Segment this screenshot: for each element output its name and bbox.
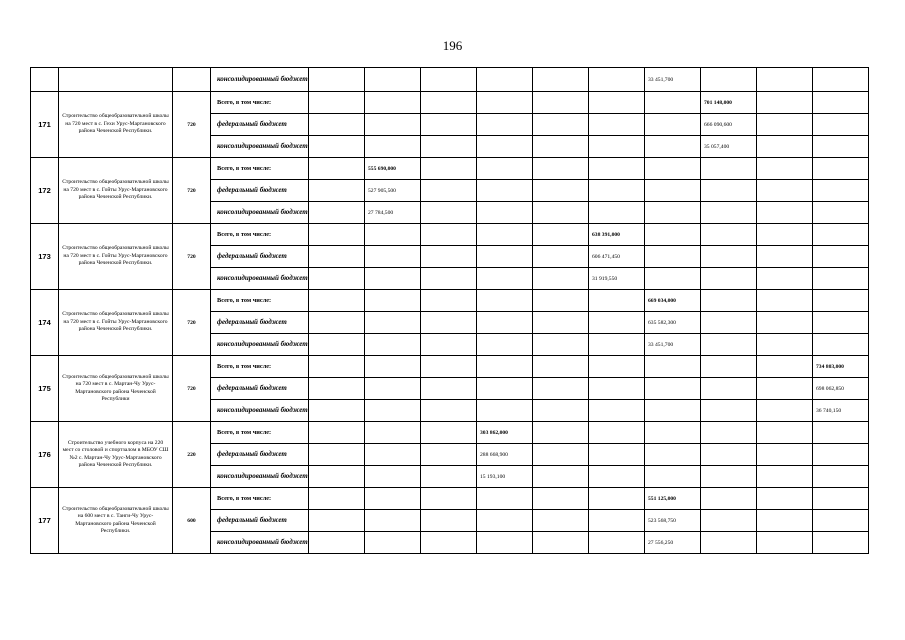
value-cell: 33 451,700 — [645, 334, 701, 356]
value-cell — [309, 312, 365, 334]
value-cell — [813, 268, 869, 290]
value-cell — [365, 378, 421, 400]
budget-type-cell: консолидированный бюджет — [211, 532, 309, 554]
value-cell — [533, 68, 589, 92]
value-cell — [757, 158, 813, 180]
value-cell — [757, 224, 813, 246]
value-cell — [757, 400, 813, 422]
value-cell — [309, 334, 365, 356]
value-cell — [309, 92, 365, 114]
value-cell — [421, 312, 477, 334]
value-cell — [365, 290, 421, 312]
value-cell — [645, 466, 701, 488]
value-cell — [365, 268, 421, 290]
value-cell — [533, 268, 589, 290]
value-cell — [589, 488, 645, 510]
project-name-cell: Строительство общеобразовательной школы на 720 мест в с. Гехи Урус-Мартановского района Чеченской Республики. — [59, 92, 173, 158]
value-cell — [701, 290, 757, 312]
project-name-cell: Строительство общеобразовательной школы на 720 мест в с. Гойты Урус-Мартановского района Чеченской Республики. — [59, 290, 173, 356]
value-cell — [589, 136, 645, 158]
project-name-cell: Строительство общеобразовательной школы на 720 мест в с. Гойты Урус-Мартановского района Чеченской Республики. — [59, 224, 173, 290]
value-cell — [477, 224, 533, 246]
value-cell — [533, 92, 589, 114]
row-number-cell: 174 — [31, 290, 59, 356]
capacity-cell: 720 — [173, 92, 211, 158]
value-cell — [589, 422, 645, 444]
value-cell — [813, 202, 869, 224]
budget-type-cell: консолидированный бюджет — [211, 68, 309, 92]
row-number-cell: 171 — [31, 92, 59, 158]
budget-type-cell: Всего, в том числе: — [211, 422, 309, 444]
value-cell — [701, 224, 757, 246]
value-cell — [533, 246, 589, 268]
capacity-cell: 720 — [173, 158, 211, 224]
budget-type-cell: федеральный бюджет — [211, 312, 309, 334]
value-cell — [533, 378, 589, 400]
row-number-cell: 176 — [31, 422, 59, 488]
value-cell — [757, 356, 813, 378]
value-cell — [477, 68, 533, 92]
capacity-cell: 720 — [173, 224, 211, 290]
value-cell — [645, 136, 701, 158]
value-cell — [645, 268, 701, 290]
value-cell: 33 451,700 — [645, 68, 701, 92]
value-cell — [365, 444, 421, 466]
value-cell — [533, 510, 589, 532]
value-cell — [533, 466, 589, 488]
value-cell — [533, 356, 589, 378]
page-number: 196 — [442, 38, 463, 53]
row-number-cell: 172 — [31, 158, 59, 224]
value-cell — [589, 158, 645, 180]
table-row — [31, 224, 869, 246]
project-name-cell — [59, 68, 173, 92]
value-cell — [421, 444, 477, 466]
value-cell: 551 125,000 — [645, 488, 701, 510]
value-cell: 606 471,450 — [589, 246, 645, 268]
value-cell: 288 668,900 — [477, 444, 533, 466]
value-cell — [701, 422, 757, 444]
budget-type-cell: федеральный бюджет — [211, 510, 309, 532]
value-cell — [701, 180, 757, 202]
value-cell — [701, 356, 757, 378]
value-cell — [477, 290, 533, 312]
value-cell — [645, 356, 701, 378]
value-cell — [813, 92, 869, 114]
value-cell — [309, 422, 365, 444]
value-cell — [701, 400, 757, 422]
budget-type-cell: консолидированный бюджет — [211, 202, 309, 224]
value-cell — [701, 510, 757, 532]
value-cell — [309, 356, 365, 378]
value-cell — [589, 444, 645, 466]
value-cell — [533, 290, 589, 312]
value-cell — [477, 334, 533, 356]
value-cell — [813, 510, 869, 532]
value-cell — [421, 180, 477, 202]
budget-type-cell: Всего, в том числе: — [211, 158, 309, 180]
value-cell — [365, 532, 421, 554]
value-cell — [813, 290, 869, 312]
value-cell — [477, 180, 533, 202]
value-cell — [365, 422, 421, 444]
value-cell — [813, 246, 869, 268]
value-cell — [421, 114, 477, 136]
value-cell — [365, 510, 421, 532]
value-cell — [365, 334, 421, 356]
value-cell — [533, 158, 589, 180]
value-cell — [757, 488, 813, 510]
value-cell — [365, 400, 421, 422]
capacity-cell: 220 — [173, 422, 211, 488]
value-cell — [757, 312, 813, 334]
value-cell — [421, 334, 477, 356]
value-cell — [701, 488, 757, 510]
value-cell — [533, 312, 589, 334]
value-cell — [589, 532, 645, 554]
value-cell — [589, 290, 645, 312]
value-cell — [701, 466, 757, 488]
value-cell — [309, 378, 365, 400]
value-cell — [365, 114, 421, 136]
value-cell — [365, 246, 421, 268]
value-cell — [421, 532, 477, 554]
value-cell — [757, 532, 813, 554]
budget-type-cell: консолидированный бюджет — [211, 136, 309, 158]
value-cell — [589, 68, 645, 92]
value-cell — [421, 422, 477, 444]
value-cell — [589, 202, 645, 224]
value-cell — [533, 400, 589, 422]
budget-type-cell: федеральный бюджет — [211, 114, 309, 136]
budget-type-cell: Всего, в том числе: — [211, 356, 309, 378]
value-cell — [701, 444, 757, 466]
value-cell: 527 905,500 — [365, 180, 421, 202]
budget-type-cell: Всего, в том числе: — [211, 92, 309, 114]
budget-table — [30, 67, 869, 554]
value-cell — [645, 246, 701, 268]
value-cell — [421, 290, 477, 312]
table-row — [31, 290, 869, 312]
value-cell — [645, 114, 701, 136]
value-cell — [645, 378, 701, 400]
value-cell — [533, 334, 589, 356]
value-cell — [309, 400, 365, 422]
capacity-cell: 720 — [173, 290, 211, 356]
value-cell — [533, 488, 589, 510]
capacity-cell: 600 — [173, 488, 211, 554]
value-cell — [645, 422, 701, 444]
value-cell — [421, 68, 477, 92]
value-cell — [757, 180, 813, 202]
value-cell — [309, 444, 365, 466]
value-cell — [813, 312, 869, 334]
value-cell — [701, 246, 757, 268]
value-cell — [477, 92, 533, 114]
value-cell — [757, 510, 813, 532]
value-cell — [757, 268, 813, 290]
value-cell — [477, 488, 533, 510]
value-cell — [589, 356, 645, 378]
value-cell — [757, 422, 813, 444]
value-cell: 27 556,250 — [645, 532, 701, 554]
row-number-cell: 177 — [31, 488, 59, 554]
value-cell — [421, 92, 477, 114]
value-cell — [589, 334, 645, 356]
value-cell: 31 919,550 — [589, 268, 645, 290]
value-cell — [701, 334, 757, 356]
budget-type-cell: Всего, в том числе: — [211, 290, 309, 312]
value-cell — [365, 224, 421, 246]
value-cell: 36 740,150 — [813, 400, 869, 422]
budget-table-body — [31, 68, 869, 554]
value-cell — [757, 334, 813, 356]
value-cell: 27 784,500 — [365, 202, 421, 224]
value-cell — [421, 400, 477, 422]
value-cell: 701 148,000 — [701, 92, 757, 114]
value-cell — [477, 510, 533, 532]
row-number-cell: 175 — [31, 356, 59, 422]
value-cell — [533, 136, 589, 158]
value-cell — [309, 510, 365, 532]
value-cell — [477, 378, 533, 400]
value-cell: 638 391,000 — [589, 224, 645, 246]
table-row — [31, 92, 869, 114]
value-cell — [477, 400, 533, 422]
value-cell — [421, 510, 477, 532]
budget-type-cell: консолидированный бюджет — [211, 400, 309, 422]
value-cell — [309, 136, 365, 158]
value-cell — [589, 378, 645, 400]
value-cell — [589, 510, 645, 532]
value-cell: 635 582,300 — [645, 312, 701, 334]
budget-type-cell: федеральный бюджет — [211, 378, 309, 400]
value-cell — [757, 378, 813, 400]
value-cell — [421, 224, 477, 246]
value-cell — [365, 488, 421, 510]
value-cell — [589, 92, 645, 114]
value-cell — [757, 68, 813, 92]
value-cell — [421, 246, 477, 268]
budget-type-cell: консолидированный бюджет — [211, 334, 309, 356]
value-cell — [421, 136, 477, 158]
value-cell — [309, 268, 365, 290]
budget-type-cell: федеральный бюджет — [211, 444, 309, 466]
value-cell — [813, 224, 869, 246]
value-cell — [533, 224, 589, 246]
value-cell: 555 690,000 — [365, 158, 421, 180]
value-cell — [813, 158, 869, 180]
table-row — [31, 422, 869, 444]
value-cell — [813, 334, 869, 356]
value-cell — [533, 532, 589, 554]
row-number-cell: 173 — [31, 224, 59, 290]
capacity-cell — [173, 68, 211, 92]
value-cell: 666 090,600 — [701, 114, 757, 136]
value-cell — [813, 422, 869, 444]
row-number-cell — [31, 68, 59, 92]
value-cell — [645, 444, 701, 466]
value-cell — [477, 356, 533, 378]
value-cell — [309, 158, 365, 180]
value-cell — [813, 180, 869, 202]
value-cell — [701, 202, 757, 224]
value-cell — [589, 312, 645, 334]
value-cell — [589, 114, 645, 136]
value-cell — [645, 180, 701, 202]
value-cell — [757, 466, 813, 488]
value-cell: 15 193,100 — [477, 466, 533, 488]
value-cell — [477, 158, 533, 180]
value-cell — [477, 114, 533, 136]
value-cell — [309, 466, 365, 488]
project-name-cell: Строительство общеобразовательной школы на 720 мест в с. Гойты Урус-Мартановского района Чеченской Республики. — [59, 158, 173, 224]
value-cell — [533, 422, 589, 444]
capacity-cell: 720 — [173, 356, 211, 422]
value-cell: 669 034,000 — [645, 290, 701, 312]
value-cell — [477, 246, 533, 268]
budget-type-cell: Всего, в том числе: — [211, 224, 309, 246]
value-cell — [365, 92, 421, 114]
value-cell — [309, 224, 365, 246]
value-cell — [477, 532, 533, 554]
value-cell — [309, 532, 365, 554]
value-cell — [477, 312, 533, 334]
value-cell — [701, 158, 757, 180]
value-cell: 523 568,750 — [645, 510, 701, 532]
value-cell — [645, 158, 701, 180]
value-cell: 734 803,000 — [813, 356, 869, 378]
project-name-cell: Строительство общеобразовательной школы на 720 мест в с. Мартан-Чу Урус-Мартановского района Чеченской Республики — [59, 356, 173, 422]
project-name-cell: Строительство общеобразовательной школы на 600 мест в с. Танги-Чу Урус-Мартановского района Чеченской Республики. — [59, 488, 173, 554]
value-cell — [421, 466, 477, 488]
value-cell — [309, 180, 365, 202]
value-cell — [365, 68, 421, 92]
table-row — [31, 158, 869, 180]
value-cell — [533, 114, 589, 136]
value-cell — [533, 444, 589, 466]
value-cell — [701, 268, 757, 290]
value-cell — [813, 532, 869, 554]
budget-type-cell: федеральный бюджет — [211, 180, 309, 202]
value-cell — [813, 444, 869, 466]
value-cell — [309, 114, 365, 136]
value-cell — [309, 246, 365, 268]
value-cell — [813, 114, 869, 136]
value-cell — [309, 290, 365, 312]
project-name-cell: Строительство учебного корпуса на 220 мест со столовой и спортзалом в МБОУ СШ №2 с. Мартан-Чу Урус-Мартановского района Чеченской Республики. — [59, 422, 173, 488]
budget-type-cell: Всего, в том числе: — [211, 488, 309, 510]
value-cell — [365, 466, 421, 488]
value-cell — [645, 400, 701, 422]
value-cell — [589, 466, 645, 488]
value-cell — [813, 466, 869, 488]
value-cell: 303 862,000 — [477, 422, 533, 444]
budget-type-cell: консолидированный бюджет — [211, 466, 309, 488]
value-cell — [757, 136, 813, 158]
value-cell — [757, 444, 813, 466]
value-cell — [477, 136, 533, 158]
value-cell: 35 057,400 — [701, 136, 757, 158]
value-cell — [421, 202, 477, 224]
value-cell: 698 062,850 — [813, 378, 869, 400]
budget-type-cell: консолидированный бюджет — [211, 268, 309, 290]
value-cell — [365, 312, 421, 334]
value-cell — [701, 312, 757, 334]
value-cell — [309, 68, 365, 92]
table-row — [31, 68, 869, 92]
value-cell — [421, 158, 477, 180]
value-cell — [533, 202, 589, 224]
value-cell — [645, 224, 701, 246]
value-cell — [421, 356, 477, 378]
value-cell — [477, 268, 533, 290]
value-cell — [701, 68, 757, 92]
value-cell — [701, 378, 757, 400]
value-cell — [421, 378, 477, 400]
value-cell — [757, 290, 813, 312]
value-cell — [309, 202, 365, 224]
value-cell — [757, 114, 813, 136]
value-cell — [365, 356, 421, 378]
value-cell — [421, 488, 477, 510]
value-cell — [757, 202, 813, 224]
value-cell — [757, 92, 813, 114]
value-cell — [757, 246, 813, 268]
budget-type-cell: федеральный бюджет — [211, 246, 309, 268]
value-cell — [533, 180, 589, 202]
value-cell — [477, 202, 533, 224]
value-cell — [589, 400, 645, 422]
value-cell — [309, 488, 365, 510]
table-row — [31, 356, 869, 378]
value-cell — [645, 92, 701, 114]
value-cell — [813, 136, 869, 158]
value-cell — [589, 180, 645, 202]
value-cell — [645, 202, 701, 224]
value-cell — [813, 488, 869, 510]
value-cell — [701, 532, 757, 554]
value-cell — [813, 68, 869, 92]
value-cell — [365, 136, 421, 158]
table-row — [31, 488, 869, 510]
value-cell — [421, 268, 477, 290]
